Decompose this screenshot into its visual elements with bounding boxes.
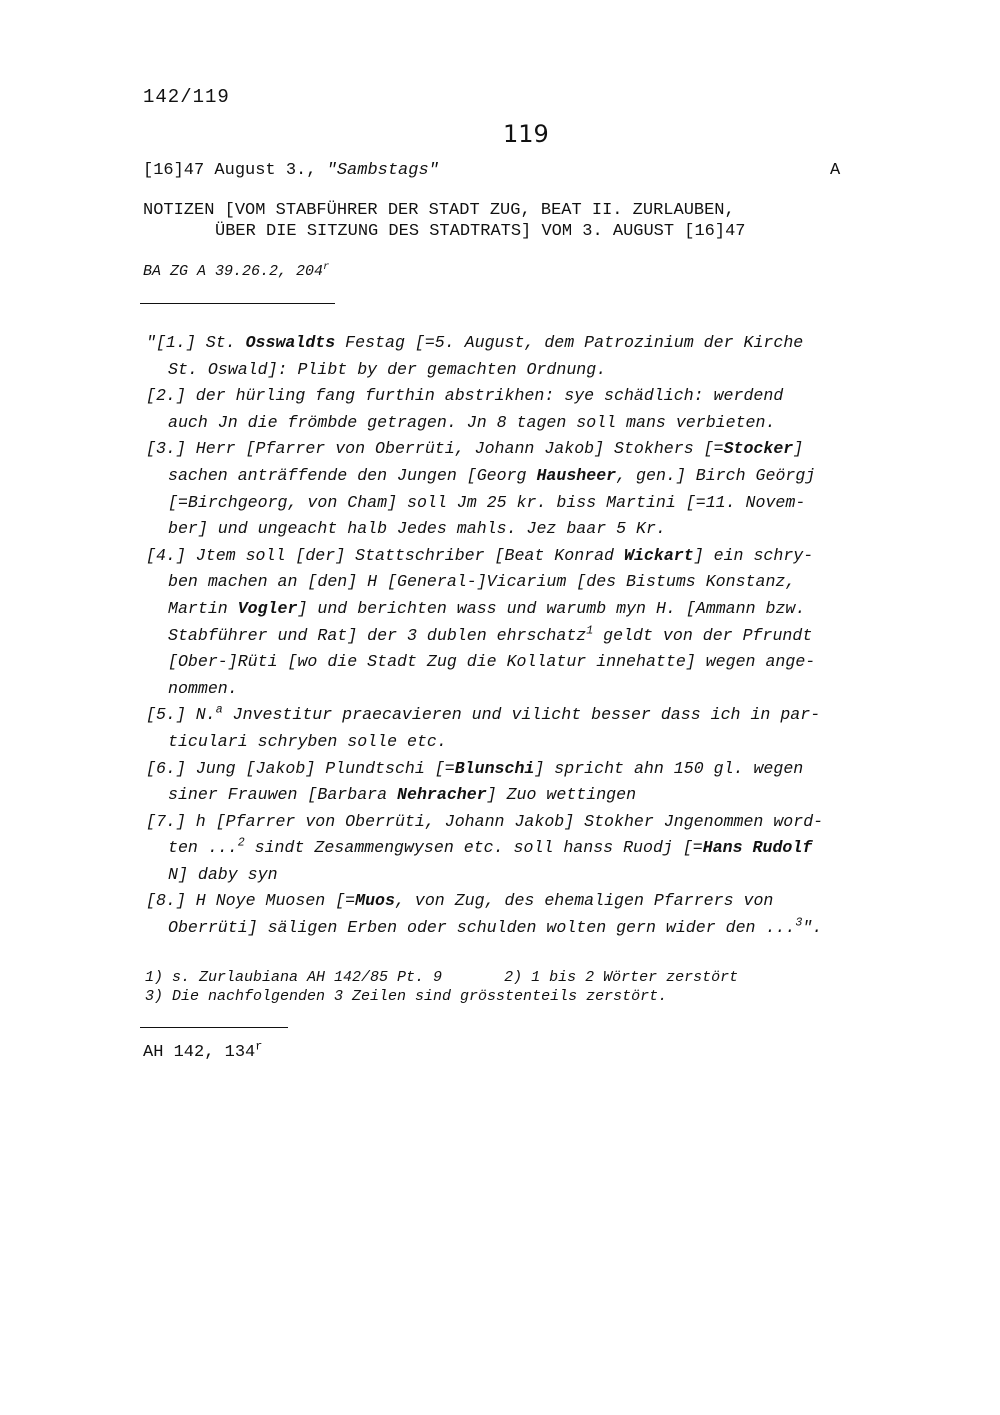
text-run: ]: [793, 439, 804, 459]
entry-line: [146, 330, 906, 357]
entry-line: [146, 516, 906, 543]
footnote-2: 2) 1 bis 2 Wörter zerstört: [504, 969, 739, 986]
title-line-1: NOTIZEN [VOM STABFÜHRER DER STADT ZUG, BEAT II. ZURLAUBEN,: [143, 201, 735, 220]
entry-3: [146, 436, 906, 542]
bold-name: Muos: [355, 891, 395, 911]
entry-6: [146, 756, 906, 809]
title-line-2: ÜBER DIE SITZUNG DES STADTRATS] VOM 3. AUGUST [16]47: [215, 222, 746, 241]
bottom-reference: [143, 1039, 263, 1062]
bold-name: Vogler: [237, 598, 298, 618]
footnote-marker: 1: [586, 624, 594, 638]
header-rule: [140, 303, 335, 304]
text-run: Martin: [168, 598, 238, 618]
entry-line: [146, 782, 906, 809]
footnote-marker: a: [215, 703, 223, 717]
entry-line: [146, 383, 906, 410]
entry-line: [146, 702, 906, 729]
text-run: ] ein schry-: [693, 545, 814, 565]
text-run: geldt von der Pfrundt: [593, 625, 813, 645]
text-run: nommen.: [168, 678, 238, 698]
text-run: N] daby syn: [168, 864, 278, 884]
bold-name: Wickart: [623, 545, 694, 565]
footnote-marker: 3: [795, 916, 803, 930]
footnote-3: 3) Die nachfolgenden 3 Zeilen sind grösstenteils zerstört.: [145, 988, 668, 1005]
entry-line: [146, 436, 906, 463]
document-type-letter: A: [830, 161, 841, 180]
text-run: [=Birchgeorg, von Cham] soll Jm 25 kr. biss Martini [=11. Novem-: [168, 492, 806, 512]
text-run: auch Jn die frömbde getragen. Jn 8 tagen soll mans verbieten.: [168, 412, 776, 432]
text-run: [8.] H Noye Muosen [=: [146, 891, 356, 911]
date-text: [16]47 August 3.,: [143, 161, 327, 180]
text-run: [7.] h [Pfarrer von Oberrüti, Johann Jakob] Stokher Jngenommen word-: [146, 811, 824, 831]
entry-line: [146, 649, 906, 676]
text-run: [Ober-]Rüti [wo die Stadt Zug die Kollatur innehatte] wegen ange-: [168, 652, 816, 672]
source-superscript: r: [323, 261, 330, 274]
entry-4: [146, 543, 906, 703]
entry-5: [146, 702, 906, 755]
text-run: ] Zuo wettingen: [486, 785, 637, 805]
transcription-body: [146, 330, 906, 942]
bold-name: Hans Rudolf: [702, 838, 813, 858]
entry-8: [146, 888, 906, 941]
entry-line: [146, 596, 906, 623]
text-run: Stabführer und Rat] der 3 dublen ehrschatz: [168, 625, 587, 645]
text-run: [6.] Jung [Jakob] Plundtschi [=: [146, 758, 455, 778]
text-run: ten ...: [168, 838, 238, 858]
text-run: ber] und ungeacht halb Jedes mahls. Jez baar 5 Kr.: [168, 519, 666, 539]
bold-name: Hausheer: [536, 465, 617, 485]
footnotes: [145, 968, 738, 1006]
text-run: ] und berichten wass und warumb myn H. [Ammann bzw.: [297, 598, 806, 618]
page-number: 119: [503, 120, 549, 148]
bold-name: Blunschi: [454, 758, 535, 778]
date-weekday: "Sambstags": [326, 161, 439, 180]
text-run: ] spricht ahn 150 gl. wegen: [534, 758, 804, 778]
footnote-row: [145, 968, 738, 987]
text-run: sindt Zesammengwysen etc. soll hanss Ruodj [=: [244, 838, 703, 858]
entry-7: [146, 809, 906, 889]
entry-line: [146, 756, 906, 783]
text-run: [4.] Jtem soll [der] Stattschriber [Beat Konrad: [146, 545, 624, 565]
entry-line: [146, 888, 906, 915]
footnote-1: 1) s. Zurlaubiana AH 142/85 Pt. 9: [145, 969, 443, 986]
entry-line: [146, 623, 906, 650]
entry-line: [146, 410, 906, 437]
entry-line: [146, 490, 906, 517]
entry-1: [146, 330, 906, 383]
source-text: BA ZG A 39.26.2, 204: [143, 263, 324, 280]
bold-name: Osswaldts: [245, 333, 336, 352]
entry-line: [146, 862, 906, 889]
text-run: , von Zug, des ehemaligen Pfarrers von: [394, 891, 774, 911]
text-run: [2.] der hürling fang furthin abstrikhen: sye schädlich: werdend: [146, 386, 784, 406]
footnote-marker: 2: [237, 836, 245, 850]
entry-2: [146, 383, 906, 436]
bottom-reference-text: AH 142, 134: [143, 1043, 256, 1062]
entry-line: [146, 543, 906, 570]
source-reference: [143, 263, 329, 280]
entry-line: [146, 835, 906, 862]
text-run: Oberrüti] säligen Erben oder schulden wolten gern wider den ...: [168, 918, 796, 938]
entry-line: [146, 809, 906, 836]
text-run: ben machen an [den] H [General-]Vicarium [des Bistums Konstanz,: [168, 572, 796, 592]
archive-reference: 142/119: [143, 86, 230, 108]
text-run: siner Frauwen [Barbara: [168, 785, 398, 805]
footer-rule: [140, 1027, 288, 1028]
entry-line: [146, 915, 906, 942]
bold-name: Stocker: [723, 439, 794, 459]
text-run: [5.] N.: [146, 705, 216, 725]
text-run: "[1.] St.: [146, 333, 246, 352]
text-run: , gen.] Birch Geörgj: [616, 465, 816, 485]
text-run: sachen anträffende den Jungen [Georg: [168, 465, 537, 485]
entry-line: [146, 569, 906, 596]
bold-name: Nehracher: [397, 785, 487, 805]
text-run: ticulari schryben solle etc.: [168, 731, 447, 751]
text-run: [3.] Herr [Pfarrer von Oberrüti, Johann Jakob] Stokhers [=: [146, 439, 724, 459]
text-run: Festag [=5. August, dem Patrozinium der Kirche: [335, 333, 804, 352]
entry-line: [146, 463, 906, 490]
text-run: Jnvestitur praecavieren und vilicht besser dass ich in par-: [222, 705, 821, 725]
document-date: [143, 161, 439, 180]
bottom-reference-superscript: r: [255, 1039, 263, 1054]
entry-line: [146, 676, 906, 703]
entry-line: [146, 729, 906, 756]
text-run: St. Oswald]: Plibt by der gemachten Ordnung.: [168, 359, 607, 379]
text-run: ".: [802, 918, 823, 938]
entry-line: [146, 357, 906, 384]
